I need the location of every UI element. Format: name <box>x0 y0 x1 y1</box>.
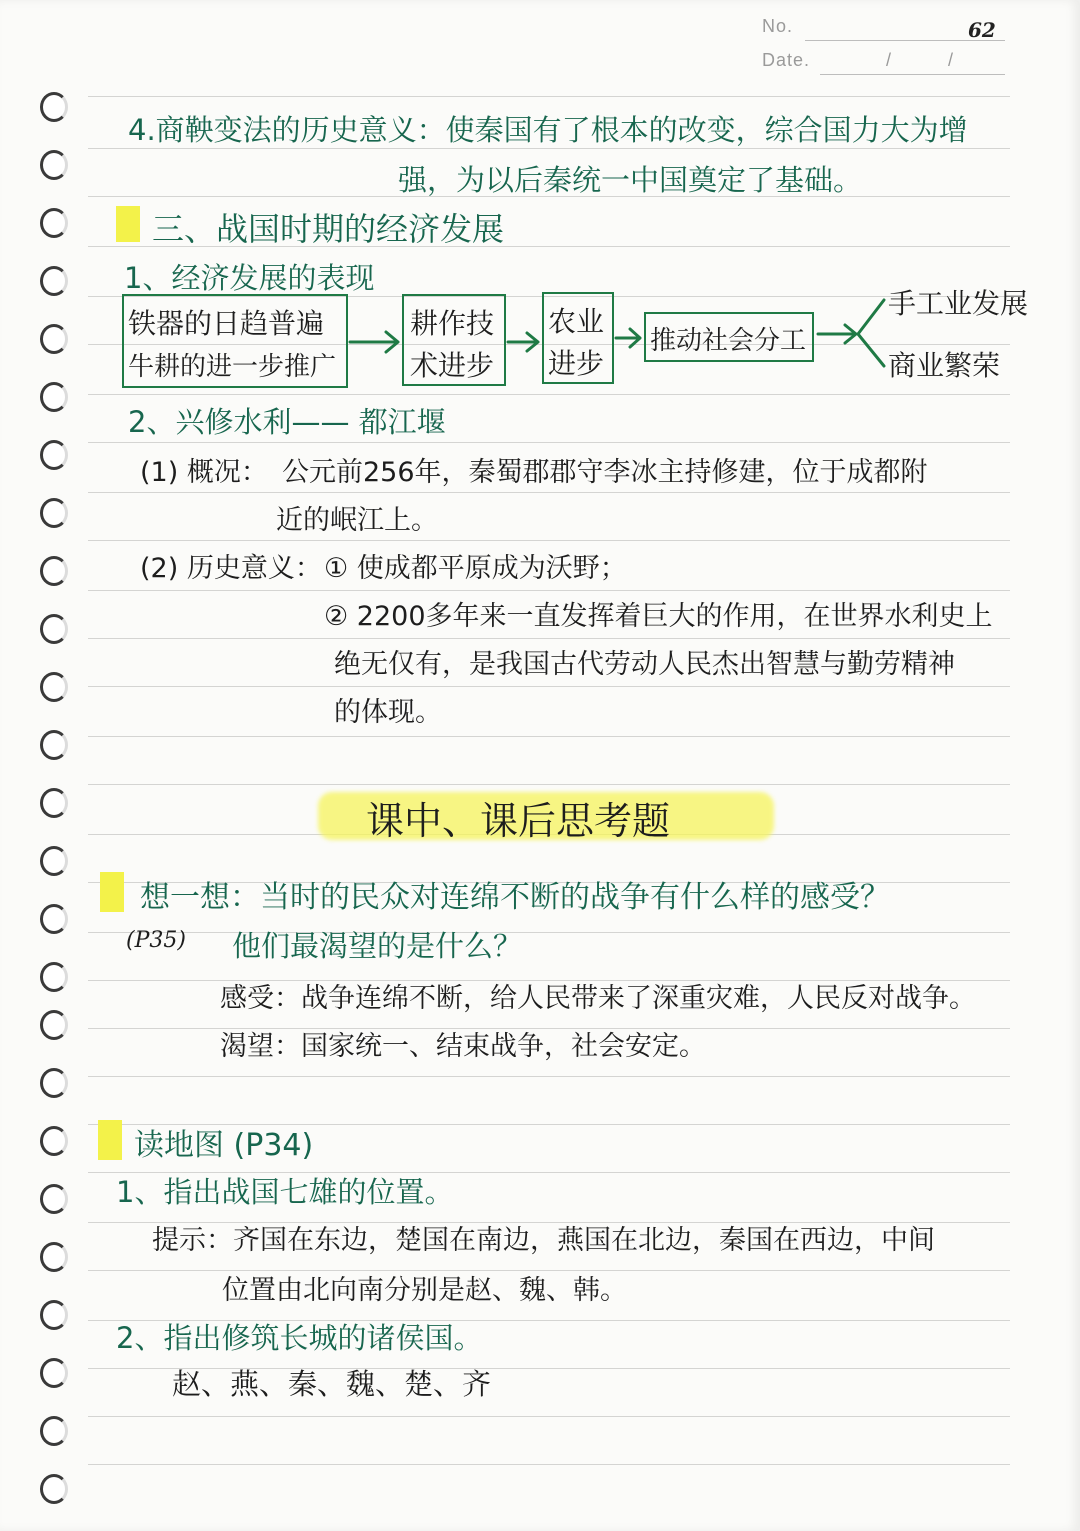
binder-hole <box>40 1242 68 1272</box>
ruled-line <box>88 590 1010 591</box>
binder-hole <box>40 1010 68 1040</box>
date-slash: / <box>948 50 955 70</box>
flow-box-agriculture-line2: 进步 <box>548 347 605 380</box>
arrow-2 <box>508 333 538 351</box>
ruled-line <box>88 1076 1010 1077</box>
section3-title: 三、战国时期的经济发展 <box>152 210 505 248</box>
highlight-mark <box>100 872 124 912</box>
flow-box-farming-line2: 术进步 <box>410 349 495 382</box>
binder-hole <box>40 788 68 818</box>
highlight-mark <box>98 1120 122 1160</box>
binder-hole <box>40 1184 68 1214</box>
section4-line2: 强，为以后秦统一中国奠定了基础。 <box>398 163 863 197</box>
ruled-line <box>88 540 1010 541</box>
flow-branch-handicraft: 手工业发展 <box>888 287 1029 320</box>
flow-box-farming-line1: 耕作技 <box>410 307 495 340</box>
think-page-ref: (P35) <box>126 928 186 953</box>
binder-hole <box>40 1068 68 1098</box>
item2-point2-line1: ② 2200多年来一直发挥着巨大的作用，在世界水利史上 <box>324 601 993 632</box>
binder-hole <box>40 1126 68 1156</box>
think-question-line1: 想一想：当时的民众对连绵不断的战争有什么样的感受？ <box>140 880 890 915</box>
binder-hole <box>40 1474 68 1504</box>
ruled-line <box>88 638 1010 639</box>
section3-sub1: 1、经济发展的表现 <box>124 261 375 295</box>
binder-hole <box>40 556 68 586</box>
think-answer-line2: 渴望：国家统一、结束战争，社会安定。 <box>220 1031 706 1062</box>
date-slash: / <box>886 50 893 70</box>
binder-hole <box>40 440 68 470</box>
ruled-line <box>88 442 1010 443</box>
branch-up <box>858 300 884 334</box>
item2-point2-line2: 绝无仅有，是我国古代劳动人民杰出智慧与勤劳精神 <box>334 649 955 680</box>
item2-point2-line3: 的体现。 <box>334 697 442 728</box>
binder-hole <box>40 498 68 528</box>
ruled-line <box>88 1464 1010 1465</box>
arrow-4 <box>818 325 856 343</box>
item2-point1: ① 使成都平原成为沃野； <box>324 553 627 584</box>
binder-hole <box>40 904 68 934</box>
flow-branch-commerce: 商业繁荣 <box>888 349 1001 382</box>
no-label: No. <box>762 16 794 36</box>
binder-hole <box>40 846 68 876</box>
date-label: Date. <box>762 50 811 70</box>
flow-arrows <box>0 0 1080 420</box>
ruled-line <box>88 686 1010 687</box>
flow-box-division-text: 推动社会分工 <box>650 326 807 356</box>
item1-label: (1) 概况： <box>140 457 268 488</box>
flow-box-agriculture-line1: 农业 <box>548 305 605 338</box>
item2-label: (2) 历史意义： <box>140 553 322 584</box>
ruled-line <box>88 784 1010 785</box>
binder-hole <box>40 730 68 760</box>
map-hint-line1: 提示：齐国在东边，楚国在南边，燕国在北边，秦国在西边，中间 <box>152 1225 935 1256</box>
think-answer-line1: 感受：战争连绵不断，给人民带来了深重灾难，人民反对战争。 <box>220 983 976 1014</box>
flow-box-iron-line2: 牛耕的进一步推广 <box>128 352 337 382</box>
binder-hole <box>40 1300 68 1330</box>
section3-sub2: 2、兴修水利—— 都江堰 <box>128 405 446 439</box>
flow-box-iron-line1: 铁器的日趋普遍 <box>128 307 325 340</box>
item1-line1: 公元前256年，秦蜀郡郡守李冰主持修建，位于成都附 <box>282 457 928 488</box>
binder-hole <box>40 962 68 992</box>
binder-hole <box>40 672 68 702</box>
ruled-line <box>88 736 1010 737</box>
map-answer2: 赵、燕、秦、魏、楚、齐 <box>172 1367 492 1401</box>
item1-line2: 近的岷江上。 <box>276 505 438 536</box>
binder-hole <box>40 1358 68 1388</box>
ruled-line <box>88 1416 1010 1417</box>
binder-hole <box>40 614 68 644</box>
section4-line1: 4.商鞅变法的历史意义：使秦国有了根本的改变，综合国力大为增 <box>128 113 968 147</box>
binder-hole <box>40 1416 68 1446</box>
map-hint-line2: 位置由北向南分别是赵、魏、韩。 <box>222 1275 627 1306</box>
map-question2: 2、指出修筑长城的诸侯国。 <box>116 1321 483 1355</box>
arrow-1 <box>350 332 398 352</box>
page-number: 62 <box>968 18 996 42</box>
questions-heading: 课中、课后思考题 <box>366 799 671 843</box>
ruled-line <box>88 492 1010 493</box>
think-question-line2: 他们最渴望的是什么？ <box>232 929 523 963</box>
map-title: 读地图 (P34) <box>134 1128 314 1163</box>
branch-down <box>858 334 884 366</box>
map-question1: 1、指出战国七雄的位置。 <box>116 1175 454 1209</box>
arrow-3 <box>616 329 640 347</box>
ruled-line <box>88 932 1010 933</box>
